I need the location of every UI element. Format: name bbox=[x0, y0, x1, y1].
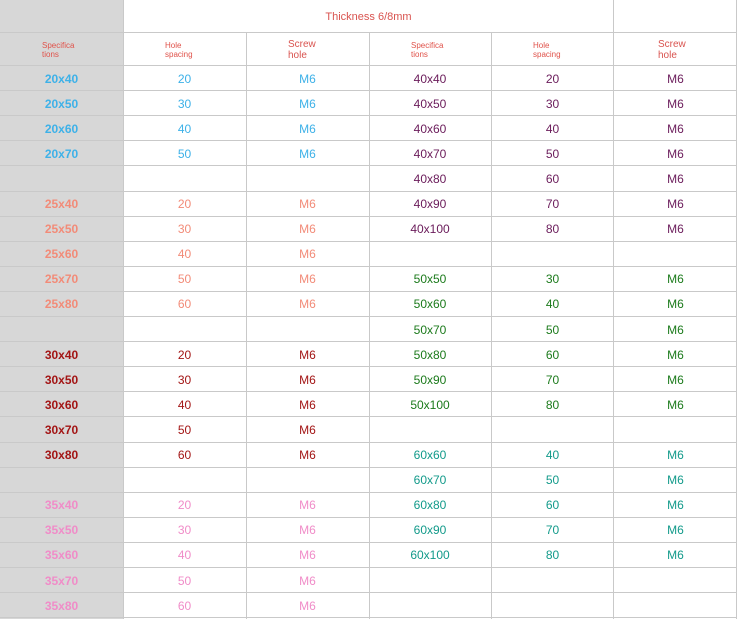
hole-spacing-cell: 80 bbox=[545, 548, 560, 563]
spec-cell: 50x70 bbox=[413, 322, 447, 337]
hole-spacing-cell: 20 bbox=[177, 71, 192, 86]
spec-cell: 50x80 bbox=[413, 347, 447, 362]
grid-line bbox=[0, 65, 737, 66]
hole-spacing-cell: 40 bbox=[177, 397, 192, 412]
hole-spacing-cell: 30 bbox=[545, 272, 560, 287]
grid-line bbox=[123, 0, 124, 619]
hole-spacing-cell: 60 bbox=[177, 297, 192, 312]
grid-line bbox=[0, 492, 737, 493]
screw-hole-cell: M6 bbox=[667, 397, 684, 412]
screw-hole-cell bbox=[246, 166, 369, 191]
spec-cell: 30x60 bbox=[44, 397, 79, 412]
grid-line bbox=[0, 115, 737, 116]
spec-cell bbox=[0, 166, 123, 191]
screw-hole-cell: M6 bbox=[667, 297, 684, 312]
grid-line bbox=[0, 90, 737, 91]
spec-cell: 50x50 bbox=[413, 272, 447, 287]
spec-cell: 20x70 bbox=[44, 146, 79, 161]
screw-hole-cell: M6 bbox=[667, 473, 684, 488]
hole-spacing-cell: 40 bbox=[545, 448, 560, 463]
spec-cell: 35x60 bbox=[44, 548, 79, 563]
hole-spacing-cell bbox=[491, 417, 614, 442]
hole-spacing-cell: 80 bbox=[545, 222, 560, 237]
header-spec-left: Specifica tions bbox=[42, 40, 75, 59]
hole-spacing-cell: 60 bbox=[545, 171, 560, 186]
grid-line bbox=[0, 617, 737, 618]
grid-line bbox=[613, 0, 614, 619]
hole-spacing-cell bbox=[491, 593, 614, 618]
grid-line bbox=[0, 592, 737, 593]
hole-spacing-cell: 70 bbox=[545, 523, 560, 538]
hole-spacing-cell: 70 bbox=[545, 372, 560, 387]
spec-cell: 40x40 bbox=[413, 71, 447, 86]
hole-spacing-cell bbox=[491, 568, 614, 593]
spec-cell: 40x100 bbox=[410, 222, 450, 237]
screw-hole-cell: M6 bbox=[299, 222, 316, 237]
screw-hole-cell: M6 bbox=[667, 372, 684, 387]
hole-spacing-cell bbox=[123, 166, 246, 191]
screw-hole-cell: M6 bbox=[667, 71, 684, 86]
spec-cell: 30x70 bbox=[44, 422, 79, 437]
spec-cell: 35x70 bbox=[44, 573, 79, 588]
table-title: Thickness 6/8mm bbox=[325, 10, 412, 23]
screw-hole-cell bbox=[614, 417, 737, 442]
hole-spacing-cell: 20 bbox=[177, 197, 192, 212]
screw-hole-cell: M6 bbox=[299, 448, 316, 463]
grid-line bbox=[0, 467, 737, 468]
grid-line bbox=[0, 216, 737, 217]
hole-spacing-cell: 50 bbox=[177, 422, 192, 437]
hole-spacing-cell: 40 bbox=[177, 121, 192, 136]
screw-hole-cell bbox=[614, 593, 737, 618]
spec-cell: 40x60 bbox=[413, 121, 447, 136]
screw-hole-cell bbox=[614, 242, 737, 267]
spec-cell: 40x80 bbox=[413, 171, 447, 186]
screw-hole-cell: M6 bbox=[667, 498, 684, 513]
grid-line bbox=[0, 140, 737, 141]
hole-spacing-cell: 40 bbox=[177, 548, 192, 563]
screw-hole-cell: M6 bbox=[667, 146, 684, 161]
spec-cell: 25x40 bbox=[44, 197, 79, 212]
screw-hole-cell: M6 bbox=[667, 121, 684, 136]
screw-hole-cell: M6 bbox=[299, 247, 316, 262]
spec-cell bbox=[369, 242, 491, 267]
spec-cell: 30x80 bbox=[44, 448, 79, 463]
spec-cell bbox=[0, 317, 123, 342]
spec-cell: 50x60 bbox=[413, 297, 447, 312]
hole-spacing-cell bbox=[123, 317, 246, 342]
screw-hole-cell: M6 bbox=[667, 322, 684, 337]
spec-cell: 40x50 bbox=[413, 96, 447, 111]
screw-hole-cell: M6 bbox=[299, 598, 316, 613]
hole-spacing-cell: 30 bbox=[545, 96, 560, 111]
hole-spacing-cell: 50 bbox=[177, 146, 192, 161]
spec-cell: 30x50 bbox=[44, 372, 79, 387]
spec-cell: 60x90 bbox=[413, 523, 447, 538]
hole-spacing-cell: 40 bbox=[177, 247, 192, 262]
grid-line bbox=[0, 241, 737, 242]
header-hole-spacing-left: Hole spacing bbox=[165, 40, 193, 59]
screw-hole-cell: M6 bbox=[667, 96, 684, 111]
screw-hole-cell: M6 bbox=[299, 347, 316, 362]
grid-line bbox=[491, 33, 492, 619]
hole-spacing-cell: 20 bbox=[177, 347, 192, 362]
screw-hole-cell: M6 bbox=[299, 96, 316, 111]
hole-spacing-cell bbox=[491, 242, 614, 267]
header-screw-hole-left: Screw hole bbox=[288, 38, 316, 61]
spec-cell: 20x50 bbox=[44, 96, 79, 111]
grid-line bbox=[0, 165, 737, 166]
header-screw-hole-right: Screw hole bbox=[658, 38, 686, 61]
screw-hole-cell: M6 bbox=[667, 523, 684, 538]
hole-spacing-cell: 20 bbox=[545, 71, 560, 86]
screw-hole-cell: M6 bbox=[299, 548, 316, 563]
screw-hole-cell: M6 bbox=[299, 573, 316, 588]
spec-cell bbox=[369, 568, 491, 593]
grid-line bbox=[0, 266, 737, 267]
spec-cell: 40x70 bbox=[413, 146, 447, 161]
spec-cell: 25x60 bbox=[44, 247, 79, 262]
screw-hole-cell: M6 bbox=[667, 272, 684, 287]
grid-line bbox=[0, 191, 737, 192]
spec-cell: 60x70 bbox=[413, 473, 447, 488]
spec-cell: 60x60 bbox=[413, 448, 447, 463]
screw-hole-cell bbox=[246, 317, 369, 342]
spec-cell: 25x50 bbox=[44, 222, 79, 237]
header-hole-spacing-right: Hole spacing bbox=[533, 40, 561, 59]
screw-hole-cell: M6 bbox=[299, 121, 316, 136]
spec-cell: 50x100 bbox=[410, 397, 450, 412]
screw-hole-cell: M6 bbox=[667, 448, 684, 463]
grid-line bbox=[0, 316, 737, 317]
screw-hole-cell: M6 bbox=[299, 197, 316, 212]
hole-spacing-cell: 30 bbox=[177, 222, 192, 237]
hole-spacing-cell: 20 bbox=[177, 498, 192, 513]
screw-hole-cell: M6 bbox=[299, 498, 316, 513]
hole-spacing-cell: 60 bbox=[545, 347, 560, 362]
grid-line bbox=[0, 567, 737, 568]
hole-spacing-cell: 60 bbox=[177, 448, 192, 463]
spec-cell: 40x90 bbox=[413, 197, 447, 212]
spec-cell bbox=[369, 593, 491, 618]
spec-cell: 25x80 bbox=[44, 297, 79, 312]
screw-hole-cell: M6 bbox=[299, 372, 316, 387]
hole-spacing-cell: 30 bbox=[177, 523, 192, 538]
screw-hole-cell bbox=[246, 468, 369, 493]
hole-spacing-cell: 60 bbox=[177, 598, 192, 613]
spec-cell: 60x80 bbox=[413, 498, 447, 513]
hole-spacing-cell: 50 bbox=[545, 473, 560, 488]
screw-hole-cell: M6 bbox=[667, 548, 684, 563]
screw-hole-cell: M6 bbox=[299, 272, 316, 287]
hole-spacing-cell: 50 bbox=[545, 322, 560, 337]
screw-hole-cell: M6 bbox=[667, 197, 684, 212]
screw-hole-cell: M6 bbox=[667, 222, 684, 237]
grid-line bbox=[0, 517, 737, 518]
spec-cell: 20x60 bbox=[44, 121, 79, 136]
screw-hole-cell: M6 bbox=[667, 347, 684, 362]
hole-spacing-cell: 50 bbox=[177, 272, 192, 287]
hole-spacing-cell: 40 bbox=[545, 297, 560, 312]
grid-line bbox=[369, 33, 370, 619]
header-spec-right: Specifica tions bbox=[411, 40, 444, 59]
hole-spacing-cell: 30 bbox=[177, 96, 192, 111]
spec-cell bbox=[0, 468, 123, 493]
grid-line bbox=[0, 291, 737, 292]
screw-hole-cell: M6 bbox=[299, 297, 316, 312]
screw-hole-cell bbox=[614, 568, 737, 593]
grid-line bbox=[0, 442, 737, 443]
screw-hole-cell: M6 bbox=[299, 422, 316, 437]
hole-spacing-cell bbox=[123, 468, 246, 493]
screw-hole-cell: M6 bbox=[299, 523, 316, 538]
spec-cell: 60x100 bbox=[410, 548, 450, 563]
spec-cell: 25x70 bbox=[44, 272, 79, 287]
spec-cell: 35x80 bbox=[44, 598, 79, 613]
spec-cell bbox=[369, 417, 491, 442]
grid-line bbox=[0, 366, 737, 367]
screw-hole-cell: M6 bbox=[299, 397, 316, 412]
screw-hole-cell: M6 bbox=[299, 146, 316, 161]
screw-hole-cell: M6 bbox=[667, 171, 684, 186]
grid-line bbox=[0, 542, 737, 543]
spec-cell: 50x90 bbox=[413, 372, 447, 387]
spec-cell: 20x40 bbox=[44, 71, 79, 86]
grid-line bbox=[0, 416, 737, 417]
hole-spacing-cell: 40 bbox=[545, 121, 560, 136]
hole-spacing-cell: 50 bbox=[177, 573, 192, 588]
hole-spacing-cell: 70 bbox=[545, 197, 560, 212]
grid-line bbox=[0, 341, 737, 342]
spec-cell: 35x40 bbox=[44, 498, 79, 513]
grid-line bbox=[0, 391, 737, 392]
hole-spacing-cell: 60 bbox=[545, 498, 560, 513]
hole-spacing-cell: 50 bbox=[545, 146, 560, 161]
grid-line bbox=[246, 33, 247, 619]
screw-hole-cell: M6 bbox=[299, 71, 316, 86]
hole-spacing-cell: 80 bbox=[545, 397, 560, 412]
spec-cell: 30x40 bbox=[44, 347, 79, 362]
spec-cell: 35x50 bbox=[44, 523, 79, 538]
hole-spacing-cell: 30 bbox=[177, 372, 192, 387]
